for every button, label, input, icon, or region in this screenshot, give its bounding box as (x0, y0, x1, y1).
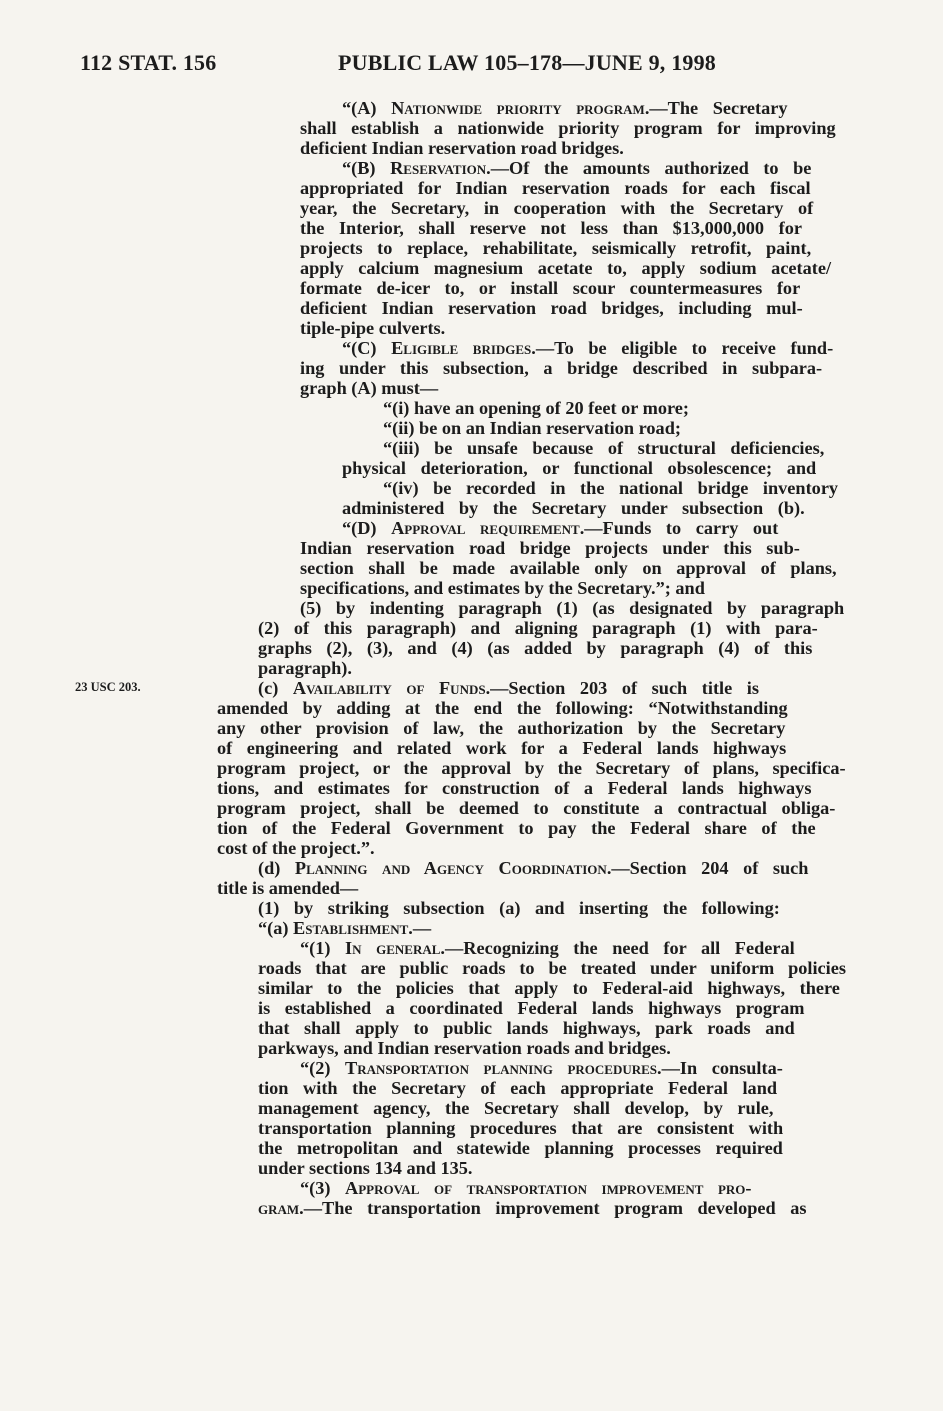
text-run: .—Section 203 of such title is (485, 678, 760, 698)
text-run: transportation planning procedures that are consistent with (258, 1118, 784, 1138)
text-run: any other provision of law, the authorization by the Secretary (217, 718, 786, 738)
text-line (258, 978, 840, 998)
text-run: tion of the Federal Government to pay the Federal share of the (217, 818, 816, 838)
text-line (217, 878, 358, 898)
text-line (300, 938, 795, 958)
text-run: year, the Secretary, in cooperation with the Secretary of (300, 198, 814, 218)
text-line (258, 1038, 671, 1058)
text-run: .—In consulta- (657, 1058, 783, 1078)
text-run: administered by the Secretary under subsection (b). (342, 498, 805, 518)
text-line (258, 1158, 473, 1178)
text-run: cost of the project.”. (217, 838, 375, 858)
text-line (217, 758, 846, 778)
text-line (258, 1138, 783, 1158)
text-line (300, 318, 445, 338)
text-run: the Interior, shall reserve not less than $13,000,000 for (300, 218, 802, 238)
text-run: apply calcium magnesium acetate to, apply sodium acetate/ (300, 258, 832, 278)
text-line (258, 658, 352, 678)
text-line (383, 438, 824, 458)
text-run: “(3) (300, 1178, 346, 1198)
text-line (258, 898, 780, 918)
text-run: .—Of the amounts authorized to be (486, 158, 812, 178)
text-line (258, 918, 431, 938)
text-line (300, 218, 802, 238)
text-run: projects to replace, rehabilitate, seismically retrofit, paint, (300, 238, 812, 258)
text-run: is established a coordinated Federal lands highways program (258, 998, 805, 1018)
page-header-title: PUBLIC LAW 105–178—JUNE 9, 1998 (338, 50, 716, 75)
text-run: (d) (258, 858, 295, 878)
text-run: “(2) (300, 1058, 346, 1078)
text-line (300, 278, 800, 298)
text-line (217, 838, 375, 858)
text-line (258, 1078, 777, 1098)
text-run: “(D) (342, 518, 392, 538)
text-run: .—To be eligible to receive fund- (531, 338, 834, 358)
text-run: “(a) (258, 918, 294, 938)
text-run: .— (408, 918, 432, 938)
text-line (258, 1118, 783, 1138)
text-line (342, 518, 778, 538)
text-line (383, 398, 689, 418)
text-line (258, 1198, 807, 1218)
text-run: (c) (258, 678, 293, 698)
text-line (342, 158, 811, 178)
text-line (217, 718, 785, 738)
section-heading: Planning and Agency Coordination (294, 858, 607, 878)
text-line (300, 198, 813, 218)
text-run: paragraph). (258, 658, 352, 678)
text-line (300, 538, 800, 558)
text-run: program project, shall be deemed to constitute a contractual obliga- (217, 798, 836, 818)
text-line (300, 378, 438, 398)
text-line (217, 798, 835, 818)
text-line (300, 358, 822, 378)
text-run: “(B) (342, 158, 391, 178)
text-run: “(1) (300, 938, 346, 958)
text-run: tion with the Secretary of each appropriate Federal land (258, 1078, 778, 1098)
text-run: program project, or the approval by the Secretary of plans, specifica- (217, 758, 846, 778)
text-run: (2) of this paragraph) and aligning paragraph (1) with para- (258, 618, 818, 638)
text-run: appropriated for Indian reservation roads for each fiscal (300, 178, 811, 198)
page-reference: 112 STAT. 156 (80, 50, 217, 75)
text-line (342, 498, 805, 518)
text-line (342, 98, 788, 118)
text-run: under sections 134 and 135. (258, 1158, 473, 1178)
text-run: that shall apply to public lands highways, park roads and (258, 1018, 795, 1038)
text-line (258, 678, 759, 698)
text-run: management agency, the Secretary shall develop, by rule, (258, 1098, 774, 1118)
text-run: .—The transportation improvement program developed as (299, 1198, 807, 1218)
text-run: graph (A) must— (300, 378, 439, 398)
section-heading: gram (258, 1198, 300, 1218)
text-line (383, 418, 681, 438)
margin-citation: 23 USC 203. (75, 680, 141, 694)
section-heading: Approval of transportation improvement pro- (345, 1178, 752, 1198)
text-run: roads that are public roads to be treated under uniform policies (258, 958, 846, 978)
text-run: deficient Indian reservation road bridges. (300, 138, 624, 158)
text-line (217, 698, 788, 718)
text-line (300, 238, 811, 258)
text-line (258, 958, 846, 978)
text-run: ing under this subsection, a bridge described in subpara- (300, 358, 823, 378)
text-run: tiple-pipe culverts. (300, 318, 446, 338)
text-line (300, 258, 831, 278)
text-line (383, 478, 838, 498)
text-run: .—Recognizing the need for all Federal (440, 938, 795, 958)
text-line (258, 1018, 795, 1038)
section-heading: Transportation planning procedures (345, 1058, 658, 1078)
text-run: formate de-icer to, or install scour countermeasures for (300, 278, 801, 298)
text-line (217, 818, 816, 838)
text-run: .—The Secretary (644, 98, 788, 118)
text-run: shall establish a nationwide priority program for improving (300, 118, 836, 138)
text-run: “(C) (342, 338, 392, 358)
text-line (300, 118, 836, 138)
text-line (217, 738, 786, 758)
text-line (258, 998, 805, 1018)
text-line (217, 778, 811, 798)
text-line (258, 638, 812, 658)
text-line (300, 138, 624, 158)
text-run: the metropolitan and statewide planning processes required (258, 1138, 783, 1158)
text-line (300, 558, 837, 578)
text-line (258, 1098, 773, 1118)
text-run: physical deterioration, or functional obsolescence; and (342, 458, 817, 478)
text-run: “(iii) be unsafe because of structural deficiencies, (383, 438, 825, 458)
text-run: graphs (2), (3), and (4) (as added by paragraph (4) of this (258, 638, 813, 658)
section-heading: Establishment (293, 918, 409, 938)
text-line (300, 298, 803, 318)
section-heading: In general (345, 938, 441, 958)
text-run: “(ii) be on an Indian reservation road; (383, 418, 681, 438)
section-heading: Eligible bridges (391, 338, 532, 358)
section-heading: Nationwide priority program (391, 98, 645, 118)
text-line (300, 598, 844, 618)
text-run: title is amended— (217, 878, 359, 898)
text-line (300, 178, 811, 198)
section-heading: Approval requirement (391, 518, 580, 538)
text-line (342, 458, 816, 478)
text-run: amended by adding at the end the following: “Notwithstanding (217, 698, 788, 718)
text-line (342, 338, 833, 358)
text-run: “(i) have an opening of 20 feet or more; (383, 398, 689, 418)
text-line (300, 1058, 783, 1078)
text-run: Indian reservation road bridge projects under this sub- (300, 538, 800, 558)
text-line (300, 1178, 752, 1198)
text-run: tions, and estimates for construction of a Federal lands highways (217, 778, 812, 798)
text-run: similar to the policies that apply to Federal-aid highways, there (258, 978, 840, 998)
text-run: of engineering and related work for a Federal lands highways (217, 738, 787, 758)
section-heading: Reservation (390, 158, 487, 178)
text-run: specifications, and estimates by the Secretary.”; and (300, 578, 705, 598)
text-run: “(A) (342, 98, 392, 118)
text-line (300, 578, 705, 598)
section-heading: Availability of Funds (292, 678, 486, 698)
text-run: section shall be made available only on approval of plans, (300, 558, 837, 578)
text-line (258, 618, 818, 638)
text-run: (5) by indenting paragraph (1) (as designated by paragraph (300, 598, 845, 618)
text-run: deficient Indian reservation road bridges, including mul- (300, 298, 803, 318)
text-run: .—Funds to carry out (579, 518, 779, 538)
text-run: .—Section 204 of such (606, 858, 809, 878)
text-run: parkways, and Indian reservation roads and bridges. (258, 1038, 671, 1058)
text-run: (1) by striking subsection (a) and inserting the following: (258, 898, 780, 918)
text-line (258, 858, 808, 878)
text-run: “(iv) be recorded in the national bridge inventory (383, 478, 839, 498)
